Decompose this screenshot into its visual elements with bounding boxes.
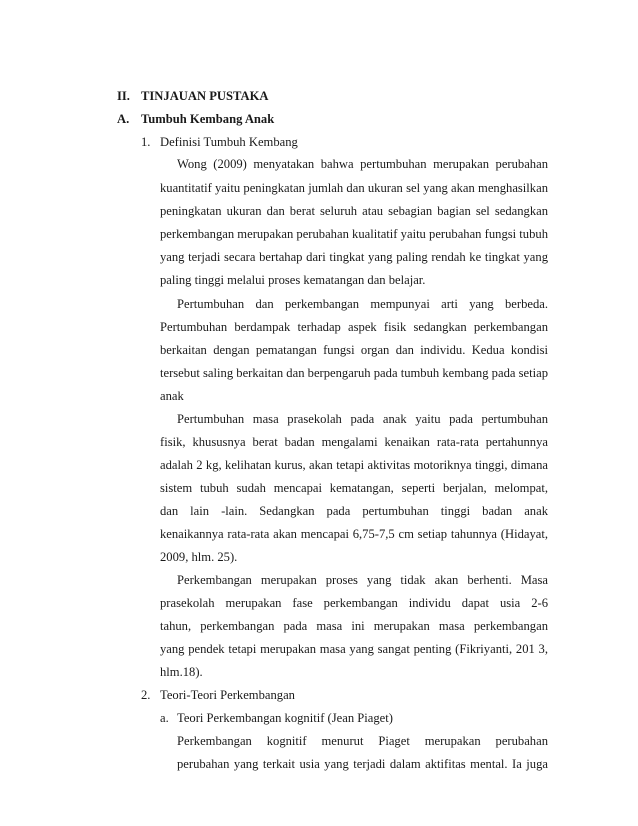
subsection-title: Definisi Tumbuh Kembang <box>160 135 298 149</box>
paragraph-line: dan lain -lain. Sedangkan pada pertumbuhan tinggi badan anak <box>160 504 548 518</box>
paragraph-line: hlm.18). <box>160 665 203 679</box>
subsubsection-title: Teori Perkembangan kognitif (Jean Piaget) <box>177 711 393 725</box>
paragraph-line: Wong (2009) menyatakan bahwa pertumbuhan merupakan perubahan <box>177 157 548 171</box>
paragraph-line: peningkatan ukuran dan berat seluruh atau sebagian bagian sel sedangkan <box>160 204 548 218</box>
subsubsection-number: a. <box>160 711 169 725</box>
paragraph-line: yang terjadi secara bertahap dari tingkat yang paling rendah ke tingkat yang <box>160 250 548 264</box>
paragraph-line: Perkembangan merupakan proses yang tidak akan berhenti. Masa <box>177 573 548 587</box>
chapter-title: TINJAUAN PUSTAKA <box>141 89 269 103</box>
paragraph-line: tersebut saling berkaitan dan berpengaruh pada tumbuh kembang pada setiap <box>160 366 548 380</box>
paragraph-line: yang pendek tetapi merupakan masa yang sangat penting (Fikriyanti, 201 3, <box>160 642 548 656</box>
paragraph-line: prasekolah merupakan fase perkembangan individu dapat usia 2-6 <box>160 596 548 610</box>
subsection-number: 2. <box>141 688 151 702</box>
paragraph-line: sistem tubuh sudah mencapai kematangan, seperti berjalan, melompat, <box>160 481 548 495</box>
paragraph-line: fisik, khususnya berat badan mengalami kenaikan rata-rata pertahunnya <box>160 435 548 449</box>
section-number: A. <box>117 112 130 126</box>
chapter-number: II. <box>117 89 130 103</box>
paragraph-line: tahun, perkembangan pada masa ini merupakan masa perkembangan <box>160 619 548 633</box>
paragraph-line: perkembangan merupakan perubahan kualitatif yaitu perubahan fungsi tubuh <box>160 227 548 241</box>
paragraph-line: Pertumbuhan dan perkembangan mempunyai arti yang berbeda. <box>177 297 548 311</box>
paragraph-line: paling tinggi melalui proses kematangan dan belajar. <box>160 273 426 287</box>
paragraph-line: perubahan yang terkait usia yang terjadi dalam aktifitas mental. Ia juga <box>177 757 548 771</box>
paragraph-line: Pertumbuhan masa prasekolah pada anak yaitu pada pertumbuhan <box>177 412 548 426</box>
paragraph-line: kuantitatif yaitu peningkatan jumlah dan ukuran sel yang akan menghasilkan <box>160 181 548 195</box>
paragraph-line: Perkembangan kognitif menurut Piaget merupakan perubahan <box>177 734 548 748</box>
subsection-title: Teori-Teori Perkembangan <box>160 688 295 702</box>
paragraph-line: Pertumbuhan berdampak terhadap aspek fisik sedangkan perkembangan <box>160 320 548 334</box>
paragraph-line: kenaikannya rata-rata akan mencapai 6,75-7,5 cm setiap tahunnya (Hidayat, <box>160 527 548 541</box>
paragraph-line: berkaitan dengan pematangan fungsi organ dan individu. Kedua kondisi <box>160 343 548 357</box>
paragraph-line: adalah 2 kg, kelihatan kurus, akan tetapi aktivitas motoriknya tinggi, dimana <box>160 458 548 472</box>
subsection-number: 1. <box>141 135 151 149</box>
paragraph-line: 2009, hlm. 25). <box>160 550 238 564</box>
paragraph-line: anak <box>160 389 184 403</box>
section-title: Tumbuh Kembang Anak <box>141 112 275 126</box>
